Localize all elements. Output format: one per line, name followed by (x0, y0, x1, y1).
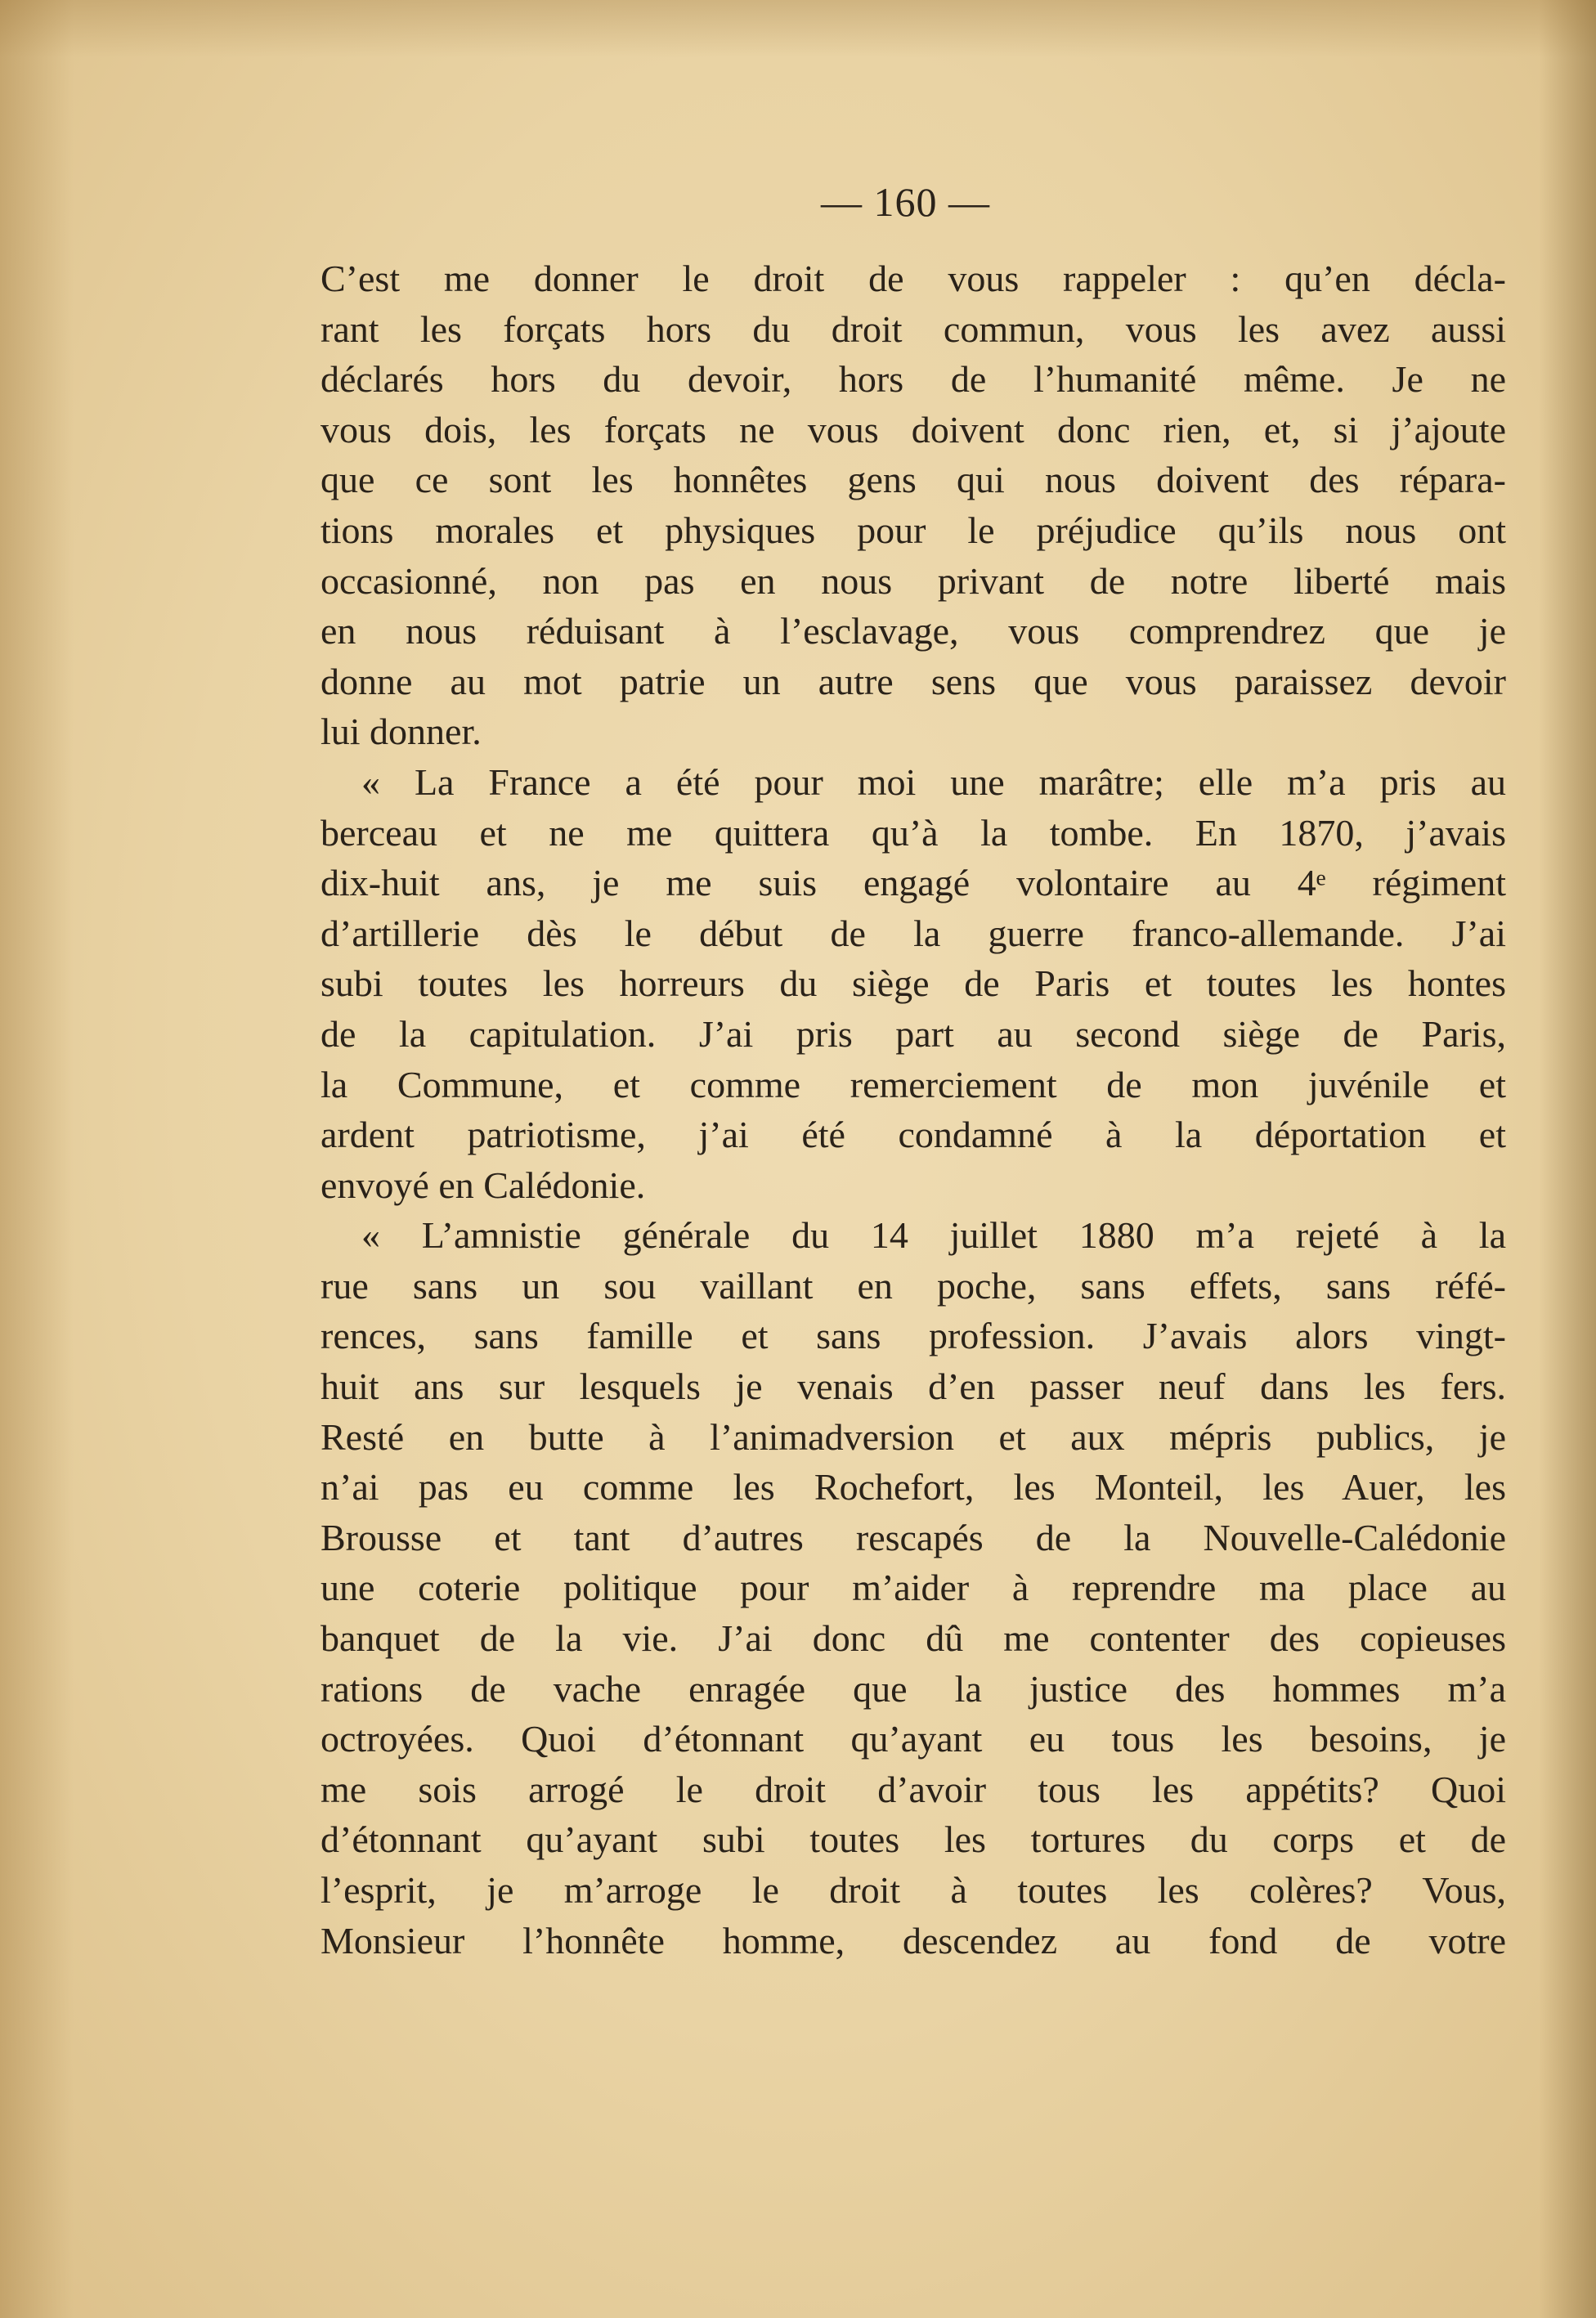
text-line: d’artillerie dès le début de la guerre franco-allemande. J’ai (321, 912, 1506, 954)
page-edge-shadow-top (0, 0, 1596, 57)
text-line: la Commune, et comme remerciement de mon juvénile et (321, 1063, 1506, 1105)
page-number: — 160 — (821, 179, 990, 225)
page-edge-shadow-left (0, 0, 74, 2318)
text-line: dix-huit ans, je me suis engagé volontaire au 4ᵉ régiment (321, 862, 1506, 904)
text-line: n’ai pas eu comme les Rochefort, les Monteil, les Auer, les (321, 1466, 1506, 1509)
text-line: Resté en butte à l’animadversion et aux mépris publics, je (321, 1415, 1506, 1458)
text-line: envoyé en Calédonie. (321, 1163, 646, 1206)
text-line: l’esprit, je m’arroge le droit à toutes les colères? Vous, (321, 1869, 1506, 1911)
text-line: déclarés hors du devoir, hors de l’humanité même. Je ne (321, 358, 1506, 401)
text-line: vous dois, les forçats ne vous doivent donc rien, et, si j’ajoute (321, 408, 1506, 451)
text-line: de la capitulation. J’ai pris part au second siège de Paris, (321, 1012, 1506, 1055)
text-line: « L’amnistie générale du 14 juillet 1880 m’a rejeté à la (361, 1214, 1506, 1257)
text-line: banquet de la vie. J’ai donc dû me contenter des copieuses (321, 1617, 1506, 1660)
page-edge-shadow-right (1539, 0, 1596, 2318)
text-line: occasionné, non pas en nous privant de notre liberté mais (321, 559, 1506, 602)
text-line: tions morales et physiques pour le préjudice qu’ils nous ont (321, 509, 1506, 551)
text-line: une coterie politique pour m’aider à reprendre ma place au (321, 1567, 1506, 1609)
text-line: « La France a été pour moi une marâtre; elle m’a pris au (361, 760, 1506, 803)
text-line: Monsieur l’honnête homme, descendez au fond de votre (321, 1919, 1506, 1962)
text-line: Brousse et tant d’autres rescapés de la Nouvelle-Calédonie (321, 1516, 1506, 1558)
text-line: rant les forçats hors du droit commun, vous les avez aussi (321, 307, 1506, 350)
body-text (321, 253, 1506, 1966)
text-line: subi toutes les horreurs du siège de Paris et toutes les hontes (321, 962, 1506, 1005)
text-line: octroyées. Quoi d’étonnant qu’ayant eu tous les besoins, je (321, 1718, 1506, 1760)
text-line: lui donner. (321, 711, 482, 753)
text-line: rue sans un sou vaillant en poche, sans effets, sans réfé- (321, 1264, 1506, 1307)
text-line: berceau et ne me quittera qu’à la tombe. En 1870, j’avais (321, 811, 1506, 854)
text-line: huit ans sur lesquels je venais d’en passer neuf dans les fers. (321, 1365, 1506, 1408)
text-line: ardent patriotisme, j’ai été condamné à la déportation et (321, 1114, 1506, 1156)
text-line: d’étonnant qu’ayant subi toutes les tortures du corps et de (321, 1818, 1506, 1861)
text-line: me sois arrogé le droit d’avoir tous les appétits? Quoi (321, 1768, 1506, 1810)
text-line: que ce sont les honnêtes gens qui nous doivent des répara- (321, 459, 1506, 501)
text-line: rences, sans famille et sans profession. J’avais alors vingt- (321, 1315, 1506, 1357)
text-line: en nous réduisant à l’esclavage, vous comprendrez que je (321, 610, 1506, 652)
text-line: C’est me donner le droit de vous rappeler : qu’en décla- (321, 258, 1506, 299)
text-line: rations de vache enragée que la justice des hommes m’a (321, 1667, 1506, 1710)
text-line: donne au mot patrie un autre sens que vous paraissez devoir (321, 660, 1506, 702)
